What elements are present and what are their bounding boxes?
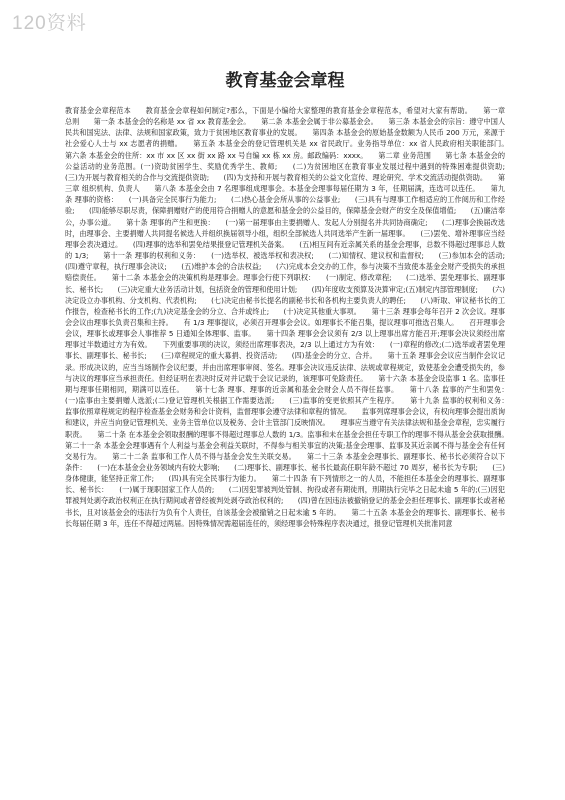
document-body: 教育基金会章程范本 教育基金会章程如何制定?那么，下面是小编给大家整理的教育基金会章程范本，希望对大家有帮助。 第一章 总则 第一条 本基金会的名称是 xx 省 xx 教育基金会。 第二条 本基金会属于非公募基金会。 第三条 本基金会的宗旨：遵守中国人民共和国宪法、法律、法规和国家政策，致力于贫困地区教育事业的发展。 第四条 本基金会的原始基金数额为人民币 200 万元，来源于社会爱心人士与 xx 志愿者的捐赠。 第五条 本基金会的登记管理机关是 xx 省民政厅。业务指导单位：xx 省人民政府相关职能部门。 第六条 本基金会的住所：xx 市 xx 区 xx 街 xx 路 xx 号自编 xx 栋 xx 房。邮政编码：xxxx。 第二章 业务范围 第七条 本基金会的公益活动的业务范围。(一)资助贫困学生、奖励优秀学生、教师; (二)为贫困地区在教育事业发展过程中遇到的特殊困难提供资助; (三)为开展与教育相关的合作与交流提供资助; (四)为支持和开展与教育相关的公益文化宣传、理论研究、学术交流活动提供资助。 第三章 组织机构、负责人 第八条 本基金会由 7 名理事组成理事会。本基金会理事每届任期为 3 年，任期届满，连选可以连任。 第九条 理事的资格： (一)具备完全民事行为能力; (二)热心基金会所从事的公益事业; (三)具有与理事工作相适应的工作阅历和工作经验; (四)能够尽职尽责，保障捐赠财产的使用符合捐赠人的意愿和基金会的公益目的，保障基金会财产的安全及保值增值; (五)廉洁奉公，办事公道。 第十条 理事的产生和更换： (一)第一届理事由主要捐赠人、发起人分别提名并共同协商确定; (二)理事会换届改选时，由理事会、主要捐赠人共同提名候选人并组织换届领导小组，组织全部候选人共同选举产生新一届理事。 (三)罢免、增补理事应当经理事会表决通过。 (四)理事的选举和罢免结果报登记管理机关备案。 (五)相互间有近亲属关系的基金会理事，总数不得超过理事总人数的 1/3; 第十一条 理事的权利和义务： (一)选举权、被选举权和表决权; (二)知情权、建议权和监督权; (三)参加本会的活动; (四)遵守章程，执行理事会决议; (五)维护本会的合法权益; (六)完成本会交办的工作，参与决策不当致使本基金会财产受损失的承担赔偿责任。 第十二条 本基金会的决策机构是理事会。理事会行使下列职权： (一)制定、修改章程; (二)选举、罢免理事长、副理事长、秘书长; (三)决定重大业务活动计划，包括资金的管理和使用计划; (四)年度收支预算及决算审定;(五)制定内部管理制度; (六)决定设立办事机构、分支机构、代表机构; (七)决定由秘书长提名的副秘书长和各机构主要负责人的聘任; (八)听取、审议秘书长的工作报告，检查秘书长的工作;(九)决定基金会的分立、合并或终止; (十)决定其他重大事项。 第十三条 理事会每年召开 2 次会议。理事会会议由理事长负责召集和主持。 有 1/3 理事提议，必须召开理事会会议。如理事长不能召集，提议理事可推选召集人。 召开理事会会议，理事长或理事会人事推荐 5 日通知全体理事、监事。 第十四条 理事会会议须有 2/3 以上理事出席方能召开;理事会决议须经出席理事过半数通过方为有效。 下列重要事项的决议，须经出席理事表决，2/3 以上通过方为有效： (一)章程的修改;(二)选举或者罢免理事长、副理事长、秘书长; (三)章程规定的重大募捐、投资活动; (四)基金会的分立、合并。 第十五条 理事会会议应当制作会议记录。形成决议的，应当当场制作会议纪要，并由出席理事审阅、签名。理事会决议违反法律、法规或章程规定，致使基金会遭受损失的，参与决议的理事应当承担责任。但经证明在表决时反对并记载于会议记录的，该理事可免除责任。 第十六条 本基金会设监事 1 名。监事任期与理事任期相同，期满可以连任。 第十七条 理事、理事的近亲属和基金会财会人员不得任监事。 第十八条 监事的产生和罢免： (一)监事由主要捐赠人选派;(二)登记管理机关根据工作需要选派; (三)监事的变更依照其产生程序。 第十九条 监事的权利和义务： 监事依照章程规定的程序检查基金会财务和会计资料，监督理事会遵守法律和章程的情况。 监事列席理事会会议，有权向理事会提出质询和建议，并应当向登记管理机关、业务主管单位以及税务、会计主管部门反映情况。 理事应当遵守有关法律法规和基金会章程，忠实履行职责。 第二十条 在本基金会领取报酬的理事不得超过理事总人数的 1/3。监事和未在基金会担任专职工作的理事不得从基金会获取报酬。 第二十一条 本基金会理事遇有个人利益与基金会利益关联时，不得参与相关事宜的决策;基金会理事、监事及其近亲属不得与基金会有任何交易行为。 第二十二条 监事和工作人员不得与基金会发生关联交易。 第二十三条 本基金会理事长、副理事长、秘书长必须符合以下条件： (一)在本基金会业务领域内有较大影响; (二)理事长、副理事长、秘书长最高任职年龄不超过 70 周岁，秘书长为专职; (三)身体健康，能坚持正常工作; (四)具有完全民事行为能力。 第二十四条 有下列情形之一的人员，不能担任本基金会的理事长、副理事长、秘书长： (一)属于现职国家工作人员的; (二)因犯罪被判处管制、拘役或者有期徒刑，刑期执行完毕之日起未逾 5 年的;(三)因犯罪被判处剥夺政治权利正在执行期间或者曾经被判处剥夺政治权利的; (四)曾在因违法被撤销登记的基金会担任理事长、副理事长或者秘书长，且对该基金会的违法行为负有个人责任，自该基金会被撤销之日起未逾 5 年的。 第二十五条 本基金会的理事长、副理事长、秘书长每届任期 3 年，连任不得超过两届。因特殊情况需超届连任的，须经理事会特殊程序表决通过，报登记管理机关批准同意 bbox=[65, 106, 520, 528]
document-title: 教育基金会章程 bbox=[225, 71, 345, 91]
document-page bbox=[65, 62, 520, 529]
watermark-logo: 120资料 bbox=[12, 13, 87, 34]
